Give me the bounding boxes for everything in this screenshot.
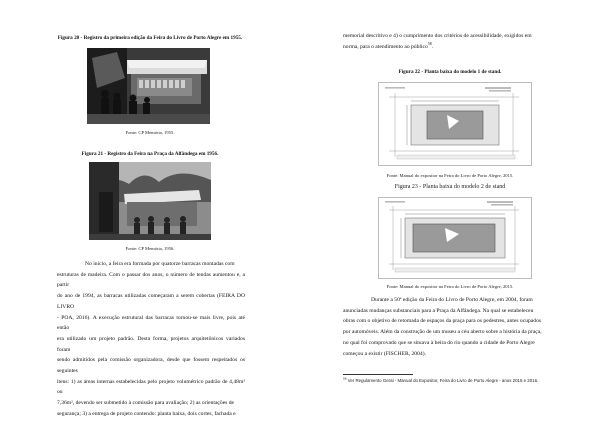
right-top-paragraph (343, 31, 558, 52)
left-body-line: No início, a feira era formada por quatorze barracas montadas com (85, 261, 235, 267)
left-body-line: sendo admitidos pela comissão organizadora, desde que fossem respeitados os seguintes (57, 357, 245, 375)
figure-23-drawing (379, 198, 531, 278)
footnote-reference: 58 (427, 41, 432, 46)
right-body-line: começou a existir (FISCHER, 2004). (343, 350, 426, 357)
right-top-line-text: norma, para o atendimento ao público (343, 43, 428, 50)
left-body-line: - POA, 2016). A execução estrutural das barracas tornou-se mais livre, pois até então (57, 314, 245, 332)
right-body-paragraph (343, 295, 558, 359)
right-body-line: no qual foi comprovado que se situava à beira do rio quando a cidade de Porto Alegre (343, 339, 535, 346)
figure-22-title: Figura 22 - Planta baixa do modelo 1 de stand. (398, 69, 502, 75)
left-body-paragraph (57, 259, 245, 420)
figure-20-image (87, 48, 210, 124)
footnote (343, 378, 558, 384)
figure-23-plan (378, 197, 532, 279)
left-body-line: 7,36m², devendo ser submetido à comissão para avaliação; 2) as orientações de (57, 400, 235, 407)
left-body-line: segurança; 3) a entrega de projeto contendo: planta baixa, dois cortes, fachada e (57, 410, 236, 417)
figure-20-title: Figura 20 - Registro da primeira edição da Feira do Livro de Porto Alegre em 1955. (57, 35, 243, 41)
figure-21-title: Figura 21 - Registro da Feira na Praça da Alfândega em 1956. (81, 151, 219, 157)
left-body-line: itens: 1) as áreas internas estabelecidas pelo projeto volumétrico padrão de 4,48m² ou (57, 378, 245, 396)
right-top-line: memorial descritivo e 4) o cumprimento dos critérios de acessibilidade, exigidos em (343, 33, 532, 39)
right-top-line-end: . (431, 43, 434, 50)
footnote-mark: 58 (343, 376, 347, 381)
figure-23-source: Fonte: Manual do expositor na Feira do Livro de Porto Alegre, 2015. (386, 284, 514, 289)
figure-20-photo (87, 48, 210, 124)
footnote-text: Ver Regulamento Geral - Manual do Expositor, Feira do Livro de Porto Alegre - anos 2015 e 2016. (347, 378, 539, 383)
figure-22-drawing (379, 83, 531, 165)
left-body-line: era utilizado um projeto padrão. Desta forma, projetos arquitetônicos variados foram (57, 335, 245, 353)
right-body-line: por automóveis. Além da construção de um museu a céu aberto sobre a história da praça, (343, 329, 542, 336)
footnote-separator (343, 374, 413, 375)
right-top-line-last (343, 42, 558, 53)
figure-22-plan (378, 82, 532, 166)
left-body-line: do ano de 1994, as barracas utilizadas começaram a serem cobertas (FEIRA DO LIVRO (57, 293, 245, 310)
left-body-line: estruturas de madeira. Com o passar dos anos, o número de tendas aumentou e, a partir (57, 271, 245, 289)
figure-21-source: Fonte: CP Memória, 1956. (125, 246, 175, 251)
right-body-line: Durante a 50ª edição da Feira do Livro de Porto Alegre, em 2004, foram (371, 297, 533, 303)
figure-20-source: Fonte: CP Memória, 1955. (125, 130, 175, 135)
figure-23-title: Figura 23 - Planta baixa do modelo 2 de stand (394, 184, 506, 190)
figure-21-photo (89, 162, 211, 240)
right-body-line: anunciadas mudanças substanciais para a Praça da Alfândega. Na qual se estabeleceu (343, 307, 534, 314)
right-body-line: obras com o objetivo de retomada de espaços da praça para os pedestres, antes ocupados (343, 318, 542, 325)
figure-21-image (89, 162, 211, 240)
figure-22-source: Fonte: Manual do expositor na Feira do Livro de Porto Alegre, 2015. (386, 173, 514, 178)
